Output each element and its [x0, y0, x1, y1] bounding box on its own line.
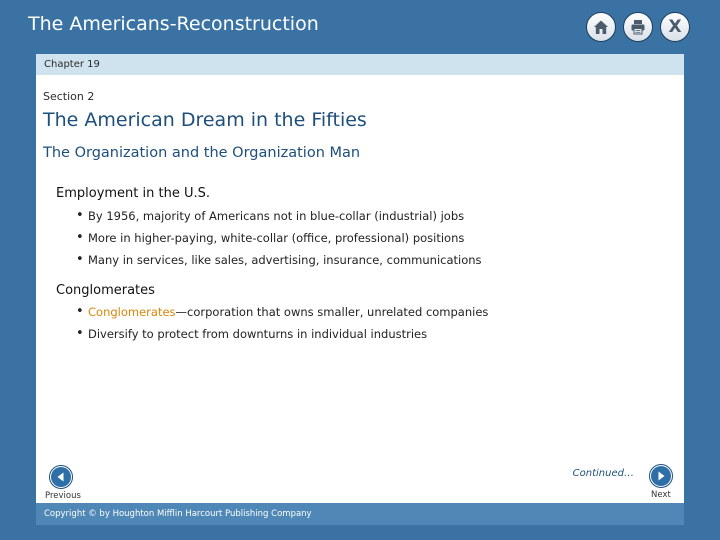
arrow-right-icon [655, 470, 667, 482]
previous-label: Previous [45, 491, 81, 501]
app-title: The Americans-Reconstruction [28, 13, 319, 35]
bullet-item: • Many in services, like sales, advertising, insurance, communications [88, 253, 482, 267]
close-button[interactable] [660, 12, 690, 42]
footer-bar [36, 503, 684, 525]
previous-button[interactable] [49, 465, 73, 489]
print-icon [629, 18, 647, 36]
home-icon [592, 18, 610, 36]
top-toolbar [586, 12, 690, 42]
section-label: Section 2 [43, 90, 95, 103]
slide-content [36, 75, 684, 503]
definition-text: —corporation that owns smaller, unrelated companies [175, 305, 489, 319]
copyright-notice: Copyright © by Houghton Mifflin Harcourt Publishing Company [44, 509, 312, 519]
topic-heading-conglomerates: Conglomerates [56, 283, 155, 298]
close-icon: X [668, 17, 682, 37]
arrow-left-icon [55, 471, 67, 483]
print-button[interactable] [623, 12, 653, 42]
chapter-label: Chapter 19 [44, 59, 100, 70]
bullet-item: • By 1956, majority of Americans not in blue-collar (industrial) jobs [88, 209, 464, 223]
next-label: Next [651, 490, 671, 500]
continued-label: Continued… [572, 468, 634, 479]
key-term: Conglomerates [88, 305, 176, 319]
bullet-item-definition [88, 305, 488, 319]
slide-title: The American Dream in the Fifties [43, 109, 367, 131]
home-button[interactable] [586, 12, 616, 42]
bullet-item: • More in higher-paying, white-collar (office, professional) positions [88, 231, 464, 245]
next-button[interactable] [649, 464, 673, 488]
slide-subtitle: The Organization and the Organization Man [43, 145, 361, 161]
bullet-item: • Diversify to protect from downturns in individual industries [88, 327, 427, 341]
chapter-bar [36, 54, 684, 75]
topic-heading-employment: Employment in the U.S. [56, 186, 211, 201]
